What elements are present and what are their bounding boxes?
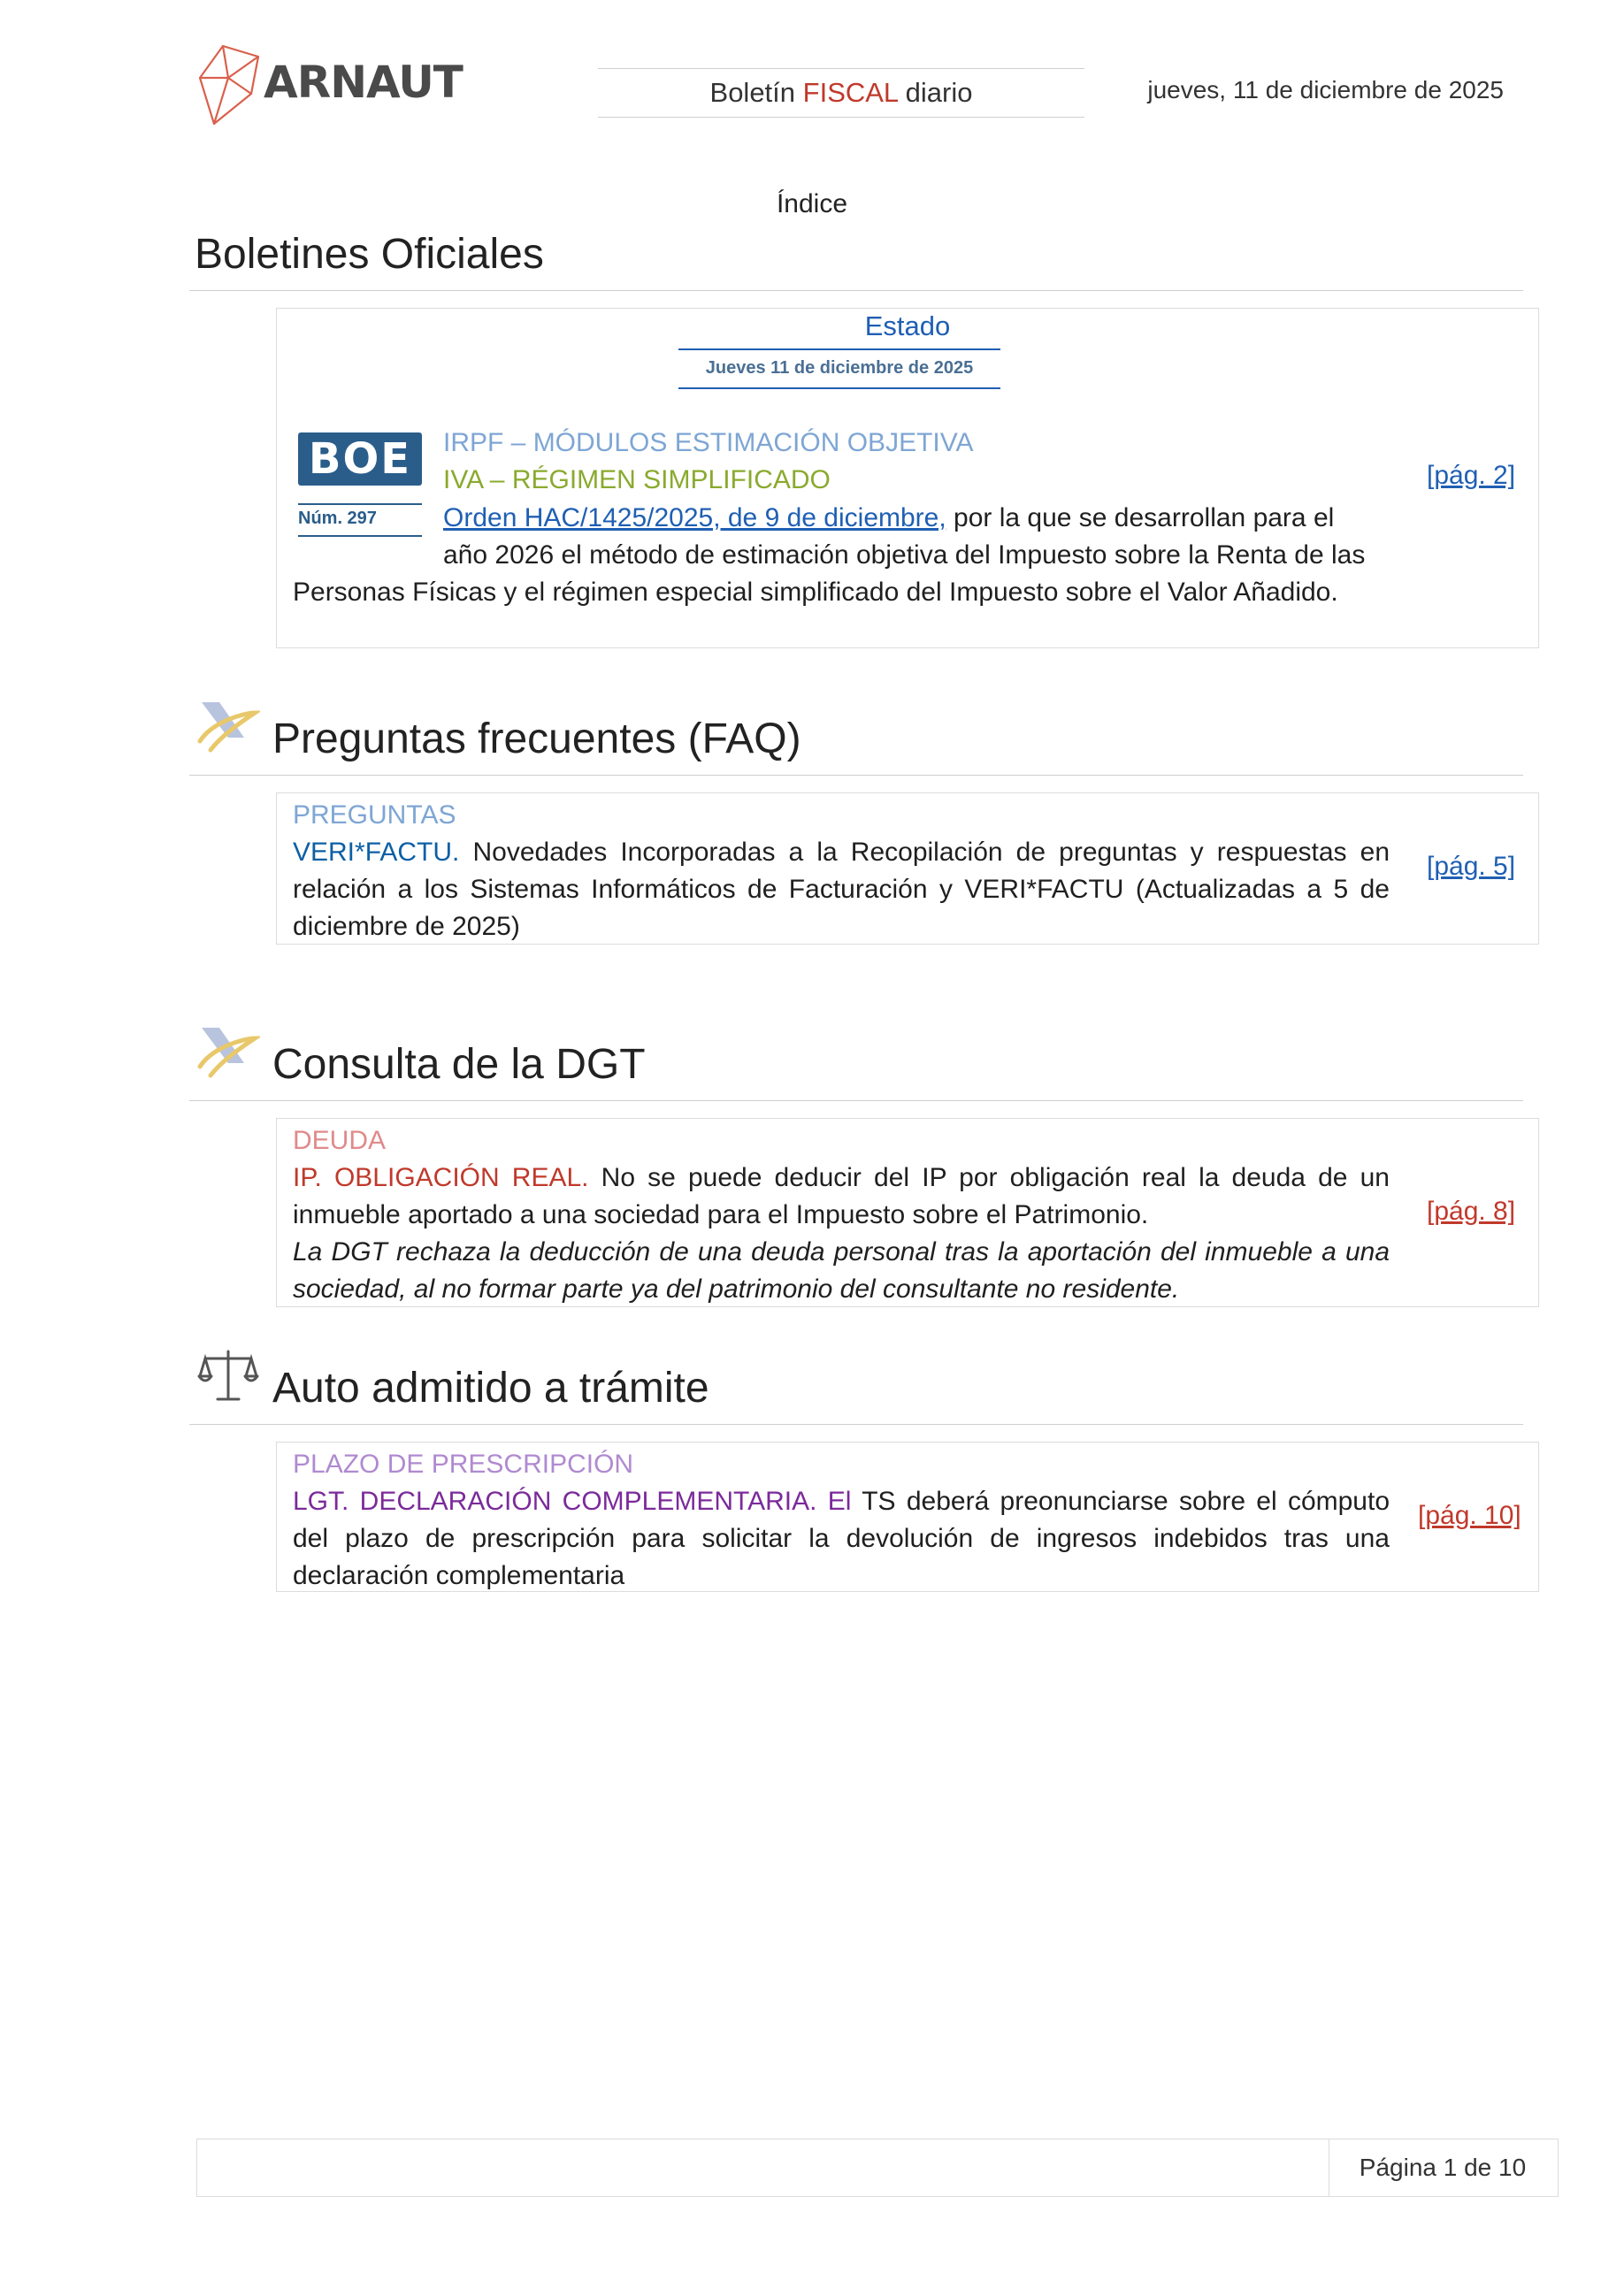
bulletin-title-prefix: Boletín bbox=[709, 77, 803, 108]
section-rule bbox=[189, 290, 1523, 291]
section-title-dgt: Consulta de la DGT bbox=[272, 1041, 646, 1088]
boletines-text-line2: año 2026 el método de estimación objetiva del Impuesto sobre la Renta de las bbox=[443, 540, 1366, 570]
auto-lead: LGT. DECLARACIÓN COMPLEMENTARIA. bbox=[293, 1487, 817, 1516]
section-title-faq: Preguntas frecuentes (FAQ) bbox=[272, 716, 801, 762]
logo-wordmark: ARNAUT bbox=[264, 57, 463, 108]
index-title: Índice bbox=[776, 189, 848, 218]
page-ref-link[interactable]: [pág. 10] bbox=[1418, 1501, 1521, 1530]
auto-lead2: El bbox=[816, 1487, 852, 1516]
dgt-text bbox=[293, 1159, 1390, 1234]
bulletin-title-accent: FISCAL bbox=[802, 77, 899, 108]
faq-box bbox=[276, 792, 1539, 945]
dgt-italic-note: La DGT rechaza la deducción de una deuda personal tras la aportación del inmueble a una sociedad, al no formar parte ya del patrimonio del consultante no residente. bbox=[293, 1237, 1390, 1304]
faq-body: Novedades Incorporadas a la Recopilación de preguntas y respuestas en relación a los Sistemas Informáticos de Facturación y VERI*FACTU (Actualizadas a 5 de diciembre de 2025) bbox=[293, 838, 1390, 941]
boe-number: Núm. 297 bbox=[298, 503, 422, 537]
box-subheading: Jueves 11 de diciembre de 2025 bbox=[678, 348, 1000, 389]
boletines-text-line1 bbox=[443, 500, 1384, 537]
bulletin-title-suffix: diario bbox=[898, 77, 973, 108]
dgt-box bbox=[276, 1118, 1539, 1307]
faq-category: PREGUNTAS bbox=[293, 800, 456, 830]
section-rule bbox=[189, 1100, 1523, 1101]
faq-lead: VERI*FACTU. bbox=[293, 838, 460, 867]
category-iva: IVA – RÉGIMEN SIMPLIFICADO bbox=[443, 465, 831, 494]
boletines-box bbox=[276, 308, 1539, 648]
dgt-category: DEUDA bbox=[293, 1126, 387, 1155]
faq-text bbox=[293, 834, 1390, 945]
dgt-body: No se puede deducir del IP por obligación real la deuda de un inmueble aportado a una sociedad para el Impuesto sobre el Patrimonio. bbox=[293, 1163, 1390, 1229]
auto-text bbox=[293, 1483, 1390, 1595]
page-ref-link[interactable]: [pág. 2] bbox=[1427, 461, 1516, 490]
auto-box bbox=[276, 1442, 1539, 1592]
page-ref-link[interactable]: [pág. 5] bbox=[1427, 852, 1516, 881]
section-rule bbox=[189, 775, 1523, 776]
scales-of-justice-icon bbox=[196, 1344, 260, 1408]
section-title-boletines: Boletines Oficiales bbox=[195, 231, 544, 278]
boe-logo-text: BOE bbox=[308, 434, 412, 484]
boe-logo-icon bbox=[298, 432, 422, 486]
dgt-lead: IP. OBLIGACIÓN REAL. bbox=[293, 1163, 589, 1192]
section-title-auto: Auto admitido a trámite bbox=[272, 1365, 709, 1412]
boletines-text-rest: por la que se desarrollan para el bbox=[946, 503, 1335, 532]
aeat-agency-icon bbox=[196, 1021, 260, 1084]
boletines-text-line3: Personas Físicas y el régimen especial simplificado del Impuesto sobre el Valor Añadido. bbox=[293, 578, 1338, 607]
aeat-agency-icon bbox=[196, 695, 260, 759]
page-number: Página 1 de 10 bbox=[1359, 2154, 1527, 2181]
orden-link[interactable]: Orden HAC/1425/2025, de 9 de diciembre, bbox=[443, 503, 946, 532]
auto-category: PLAZO DE PRESCRIPCIÓN bbox=[293, 1450, 634, 1479]
page-ref-link[interactable]: [pág. 8] bbox=[1427, 1197, 1516, 1226]
auto-body: TS deberá preonunciarse sobre el cómputo del plazo de prescripción para solicitar la devolución de ingresos indebidos tras una declaración complementaria bbox=[293, 1487, 1390, 1590]
box-heading: Estado bbox=[864, 310, 951, 341]
header-date: jueves, 11 de diciembre de 2025 bbox=[1147, 76, 1504, 103]
bulletin-title bbox=[598, 68, 1084, 118]
section-rule bbox=[189, 1424, 1523, 1425]
category-irpf: IRPF – MÓDULOS ESTIMACIÓN OBJETIVA bbox=[443, 428, 974, 457]
